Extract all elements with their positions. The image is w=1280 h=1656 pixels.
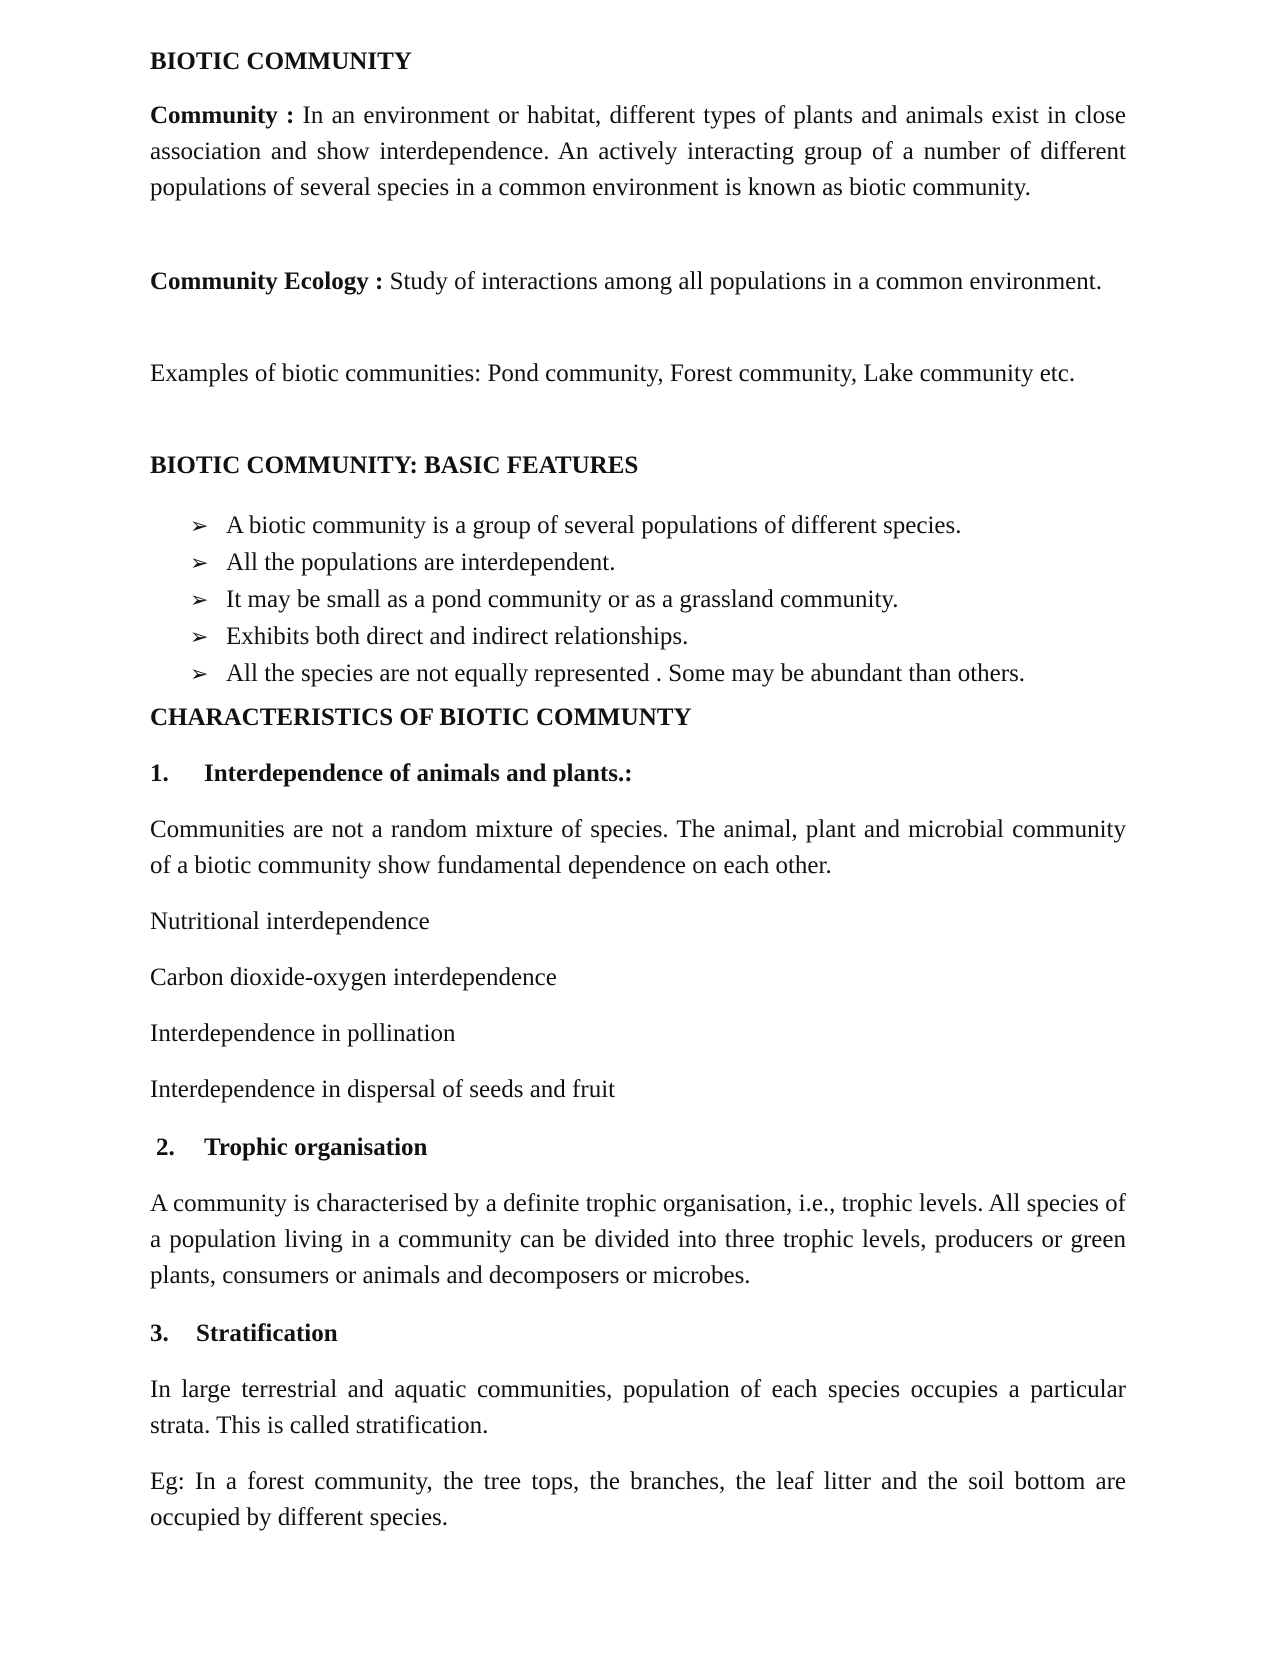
list-item: ➢ All the populations are interdependent. (190, 545, 1126, 582)
community-term: Community : (150, 102, 295, 129)
section-1-heading (150, 756, 633, 792)
features-heading: BIOTIC COMMUNITY: BASIC FEATURES (150, 452, 639, 479)
section-2-heading (156, 1130, 427, 1166)
arrowhead-bullet-icon: ➢ (190, 588, 209, 613)
arrowhead-bullet-icon: ➢ (190, 551, 209, 576)
community-ecology-text: Study of interactions among all populations in a common environment. (383, 268, 1102, 295)
community-ecology-definition (150, 264, 1126, 300)
section-3-paragraph: In large terrestrial and aquatic communities, population of each species occupies a particular strata. This is called stratification. (150, 1376, 1126, 1439)
section-title: Interdependence of animals and plants.: (204, 760, 633, 787)
section-3-heading (150, 1316, 338, 1352)
list-item: ➢ It may be small as a pond community or as a grassland community. (190, 582, 1126, 619)
characteristics-heading: CHARACTERISTICS OF BIOTIC COMMUNTY (150, 704, 692, 731)
section-3-example: Eg: In a forest community, the tree tops, the branches, the leaf litter and the soil bottom are occupied by different species. (150, 1468, 1126, 1531)
list-item: ➢ All the species are not equally represented . Some may be abundant than others. (190, 656, 1126, 693)
section-1-item: Carbon dioxide-oxygen interdependence (150, 964, 557, 991)
community-definition (150, 98, 1126, 206)
examples-paragraph: Examples of biotic communities: Pond community, Forest community, Lake community etc. (150, 360, 1076, 387)
section-1-paragraph: Communities are not a random mixture of species. The animal, plant and microbial community of a biotic community show fundamental dependence on each other. (150, 816, 1126, 879)
document-title: BIOTIC COMMUNITY (150, 48, 412, 75)
list-item: ➢ A biotic community is a group of several populations of different species. (190, 508, 1126, 545)
community-definition-text: In an environment or habitat, different types of plants and animals exist in close association and show interdependence. An actively interacting group of a number of different populations of several species in a common environment is known as biotic community. (150, 102, 1127, 201)
section-1-item: Interdependence in dispersal of seeds and fruit (150, 1076, 616, 1103)
section-number: 3. (150, 1320, 169, 1347)
section-number: 1. (150, 760, 169, 787)
section-2-paragraph: A community is characterised by a definite trophic organisation, i.e., trophic levels. All species of a population living in a community can be divided into three trophic levels, producers or green plants, consumers or animals and decomposers or microbes. (150, 1190, 1126, 1289)
section-number: 2. (156, 1134, 175, 1161)
arrowhead-bullet-icon: ➢ (190, 662, 209, 687)
features-list (190, 508, 1126, 693)
arrowhead-bullet-icon: ➢ (190, 514, 209, 539)
arrowhead-bullet-icon: ➢ (190, 625, 209, 650)
section-1-item: Interdependence in pollination (150, 1020, 456, 1047)
section-title: Stratification (196, 1320, 338, 1347)
community-ecology-term: Community Ecology : (150, 268, 384, 295)
section-title: Trophic organisation (204, 1134, 428, 1161)
list-item: ➢ Exhibits both direct and indirect relationships. (190, 619, 1126, 656)
section-1-item: Nutritional interdependence (150, 908, 430, 935)
